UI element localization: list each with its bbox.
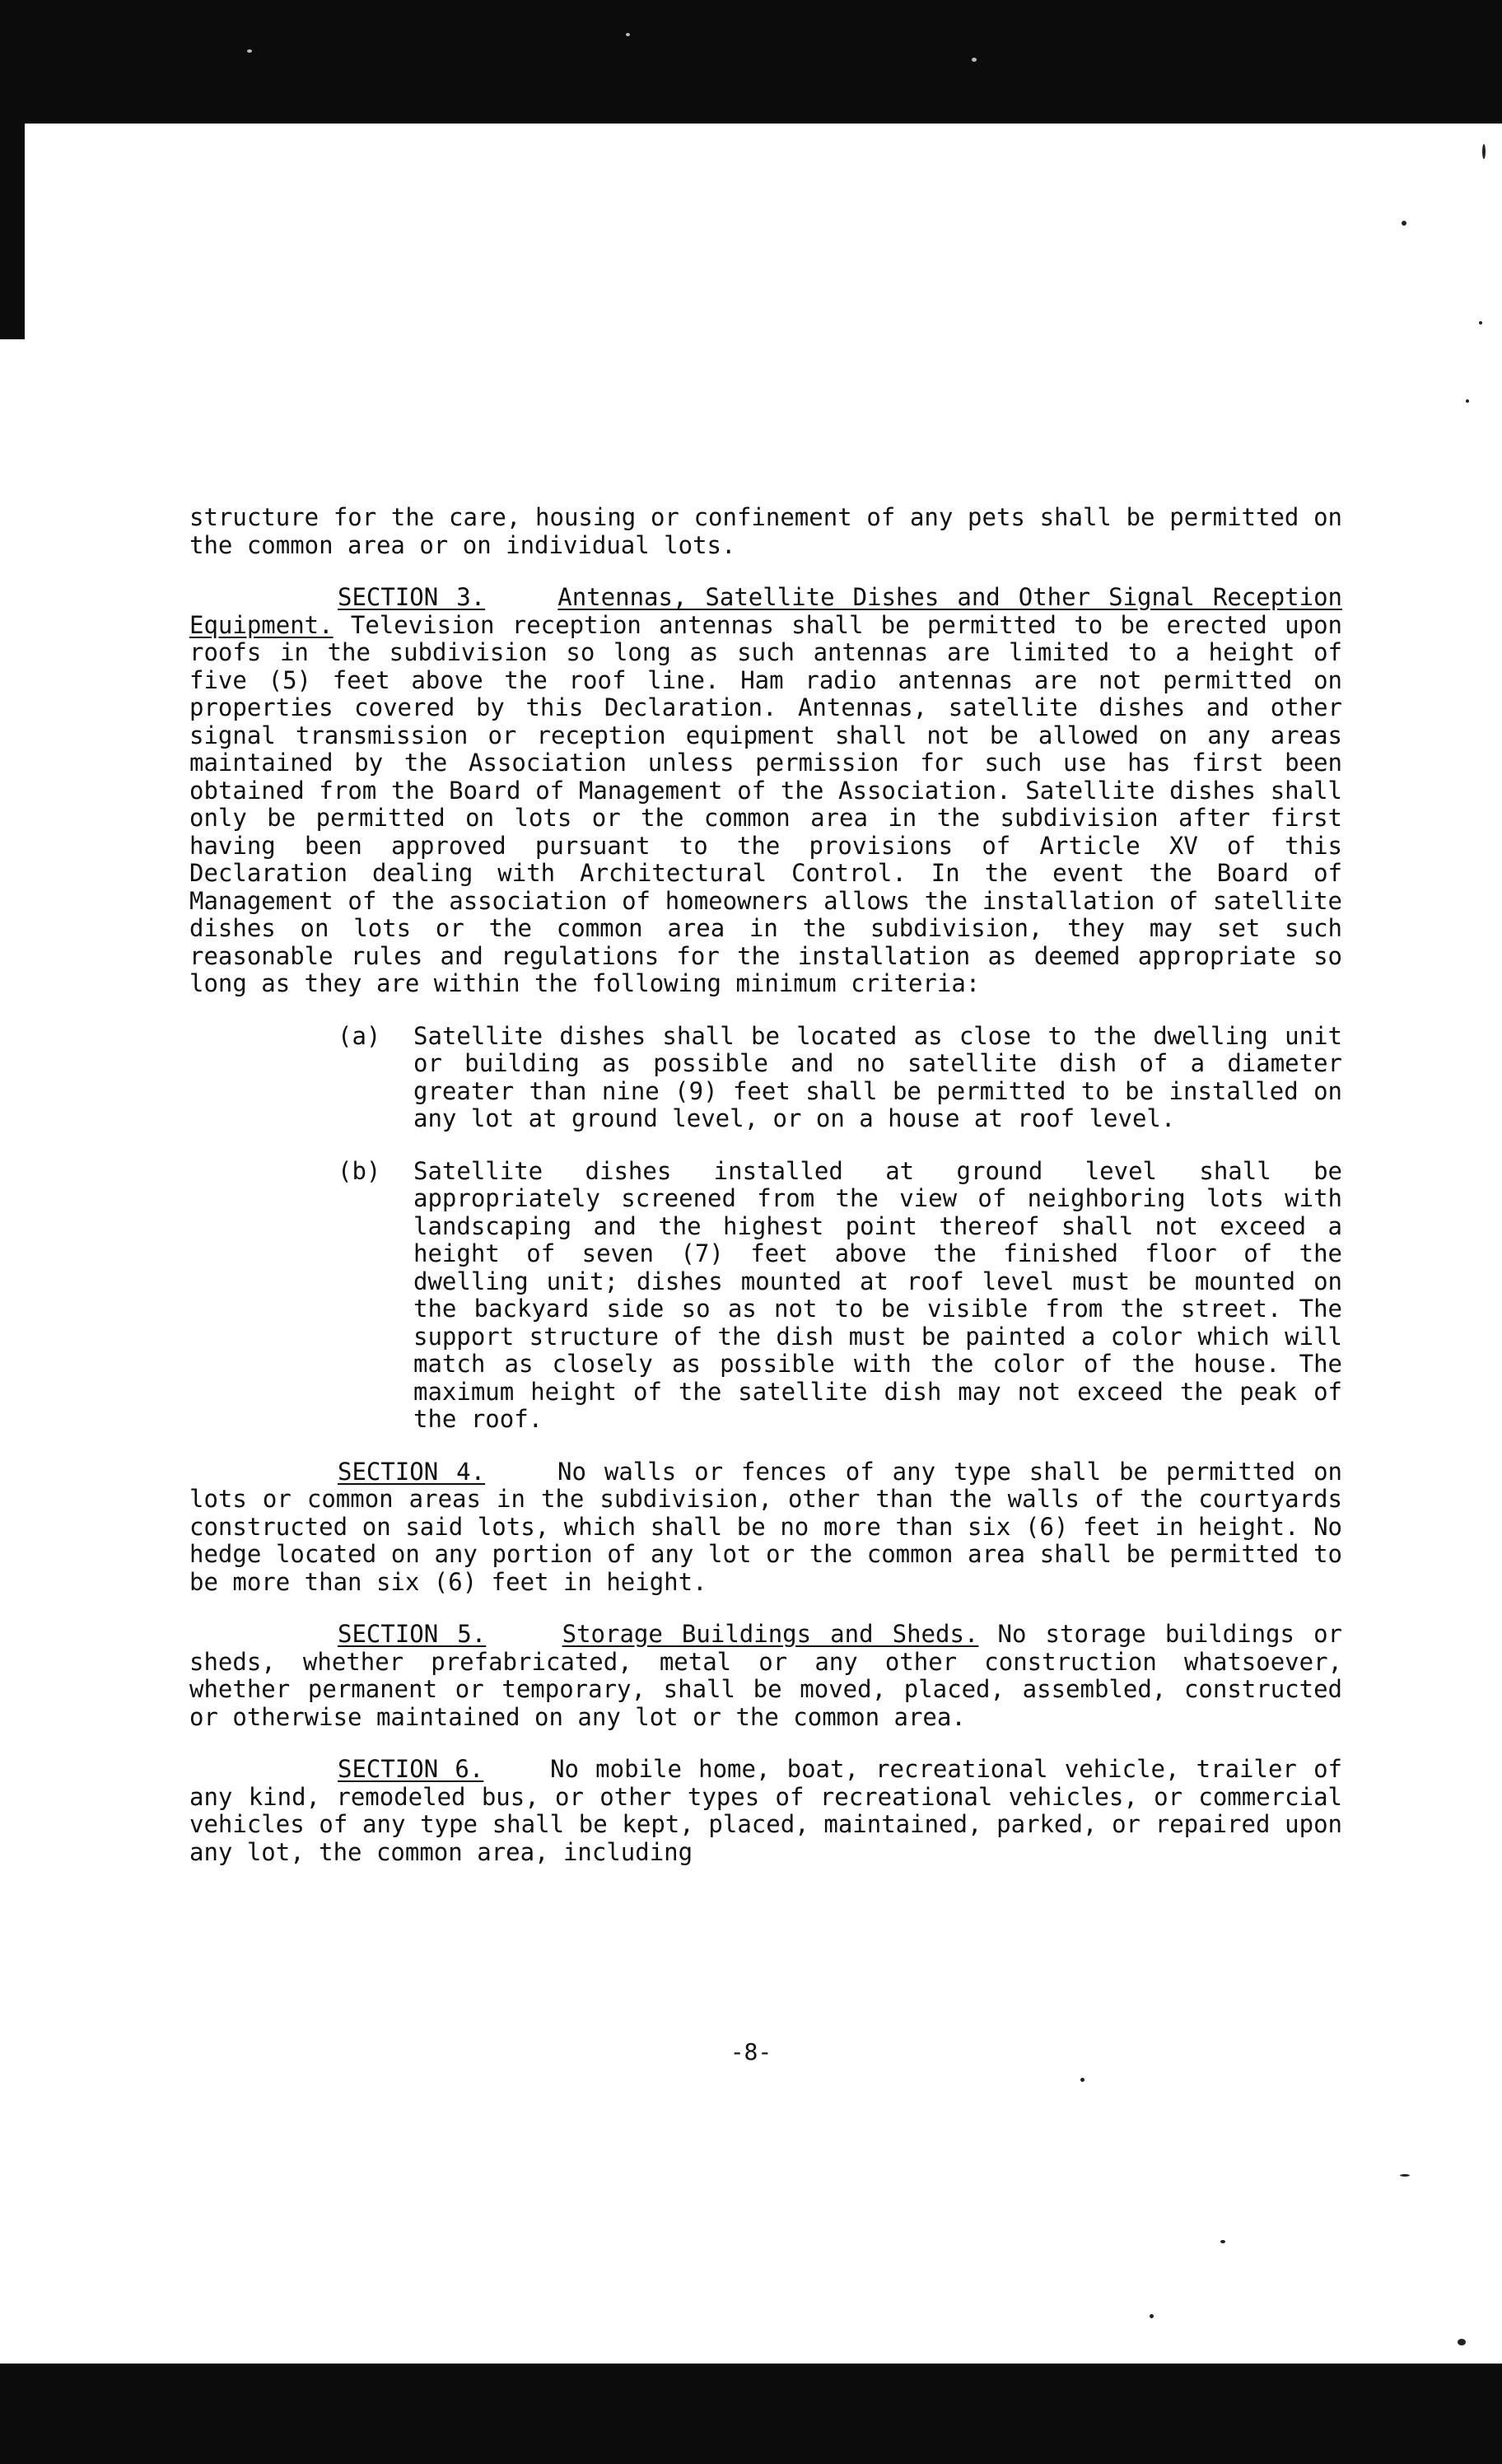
document-body <box>189 504 1342 1866</box>
scan-speck <box>1402 221 1406 226</box>
criteria-b-text: Satellite dishes installed at ground level shall be appropriately screened from the view of neighboring lots with landscaping and the highest point thereof shall not exceed a height of seven (7) feet above the finished floor of the dwelling unit; dishes mounted at roof level must be mounted on the backyard side so as not to be visible from the street. The support structure of the dish must be painted a color which will match as closely as possible with the color of the house. The maximum height of the satellite dish may not exceed the peak of the roof. <box>413 1156 1342 1433</box>
section-3-body: Television reception antennas shall be permitted to be erected upon roofs in the subdivision so long as such antennas are limited to a height of five (5) feet above the roof line. Ham radio antennas are not permitted on properties covered by this Declaration. Antennas, satellite dishes and other signal transmission or reception equipment shall not be allowed on any areas maintained by the Association unless permission for such use has first been obtained from the Board of Management of the Association. Satellite dishes shall only be permitted on lots or the common area in the subdivision after first having been approved pursuant to the provisions of Article XV of this Declaration dealing with Architectural Control. In the event the Board of Management of the association of homeowners allows the installation of satellite dishes on lots or the common area in the subdivision, they may set such reasonable rules and regulations for the installation as deemed appropriate so long as they are within the following minimum criteria: <box>189 610 1342 997</box>
section-3-heading: Antennas, Satellite Dishes and Other Signal Reception Equipment. <box>189 583 1342 639</box>
section-4-label: SECTION 4. <box>338 1457 486 1486</box>
scan-speck <box>626 33 630 36</box>
criteria-b <box>338 1158 1342 1434</box>
scan-speck <box>247 49 252 53</box>
scan-speck <box>1400 2174 1410 2177</box>
section-5-body: No storage buildings or sheds, whether prefabricated, metal or any other construction whatsoever, whether permanent or temporary, shall be moved, placed, assembled, constructed or otherwise maintained on any lot or the common area. <box>189 1620 1342 1731</box>
scan-bottom-border <box>0 2364 1502 2464</box>
section-4-paragraph <box>189 1458 1342 1597</box>
scan-speck <box>1458 2339 1466 2345</box>
section-5-paragraph <box>189 1621 1342 1731</box>
scan-speck <box>1080 2078 1085 2082</box>
page-number: -8- <box>730 2038 772 2065</box>
section-4-body: No walls or fences of any type shall be permitted on lots or common areas in the subdivision, other than the walls of the courtyards constructed on said lots, which shall be no more than six (6) feet in height. No hedge located on any portion of any lot or the common area shall be permitted to be more than six (6) feet in height. <box>189 1457 1342 1596</box>
scan-top-border <box>0 0 1502 124</box>
scan-speck <box>1466 399 1469 403</box>
section-3-label: SECTION 3. <box>338 583 486 611</box>
section-5-heading: Storage Buildings and Sheds. <box>562 1620 979 1648</box>
scan-speck <box>1220 2240 1225 2243</box>
scan-left-notch <box>0 124 25 339</box>
section-5-label: SECTION 5. <box>338 1620 487 1648</box>
scan-speck <box>1150 2314 1154 2318</box>
scan-speck <box>972 58 977 62</box>
section-6-body: No mobile home, boat, recreational vehicle, trailer of any kind, remodeled bus, or other types of recreational vehicles, or commercial vehicles of any type shall be kept, placed, maintained, parked, or repaired upon any lot, the common area, including <box>189 1755 1342 1866</box>
scan-speck <box>1479 321 1482 324</box>
criteria-b-mark: (b) <box>338 1156 381 1185</box>
criteria-a-mark: (a) <box>338 1021 381 1050</box>
criteria-a-text: Satellite dishes shall be located as close to the dwelling unit or building as possible and no satellite dish of a diameter greater than nine (9) feet shall be permitted to be installed on any lot at ground level, or on a house at roof level. <box>413 1021 1342 1132</box>
intro-paragraph: structure for the care, housing or confinement of any pets shall be permitted on the common area or on individual lots. <box>189 503 1342 559</box>
criteria-a <box>338 1023 1342 1133</box>
section-6-label: SECTION 6. <box>338 1755 484 1783</box>
scan-speck <box>1482 144 1486 159</box>
section-3-paragraph <box>189 584 1342 998</box>
section-6-paragraph <box>189 1756 1342 1866</box>
